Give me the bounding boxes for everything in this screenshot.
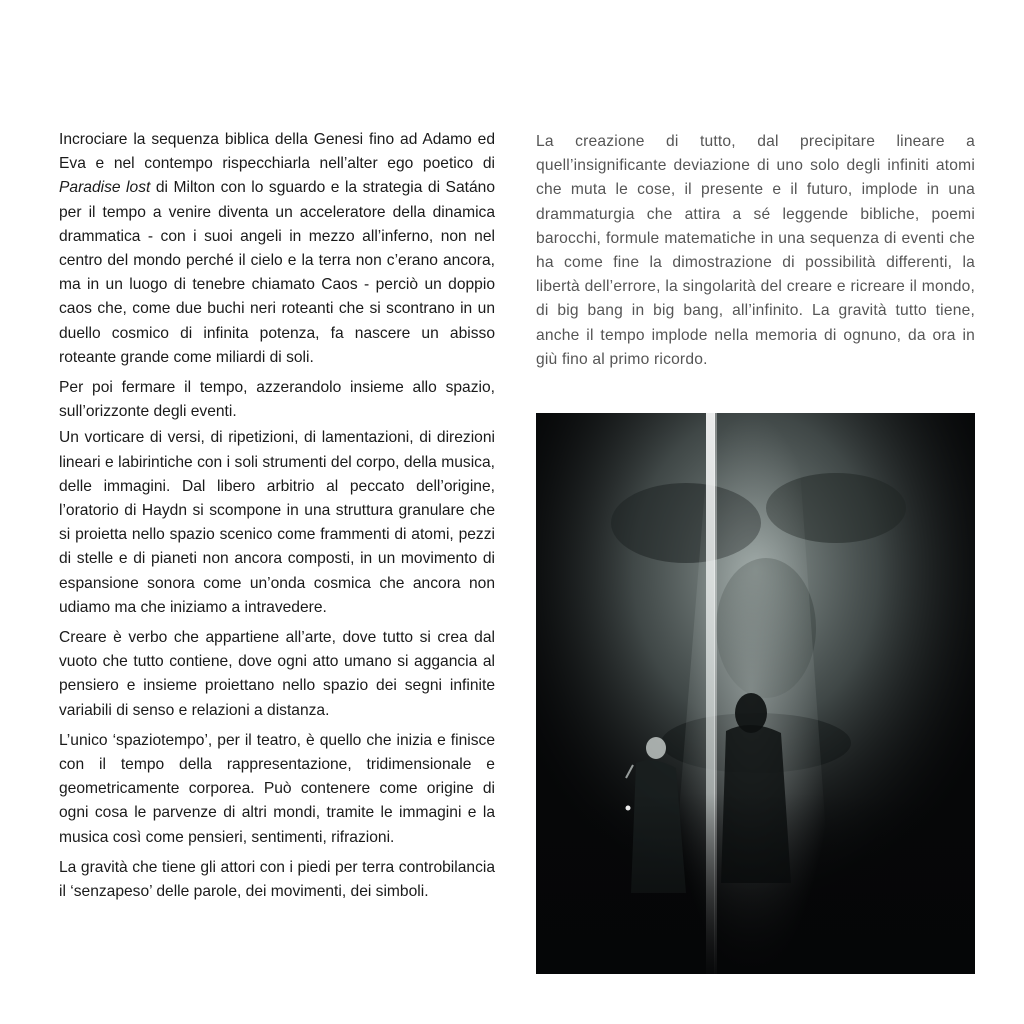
paragraph-gravita: La gravità che tiene gli attori con i piedi per terra controbilancia il ‘senzapeso’ delle parole, dei movimenti, dei simboli. bbox=[59, 858, 495, 901]
paragraph-genesis-intro: Incrociare la sequenza biblica della Genesi fino ad Adamo ed Eva e nel contempo rispecchiarla nell’alter ego poetico di bbox=[59, 131, 495, 173]
paragraph-stop-time: Per poi fermare il tempo, azzerandolo insieme allo spazio, sull’orizzonte degli eventi. bbox=[59, 379, 495, 421]
left-text-column bbox=[59, 128, 495, 910]
paragraph-vorticare: Un vorticare di versi, di ripetizioni, di lamentazioni, di direzioni lineari e labirintiche con i soli strumenti del corpo, della musica, delle immagini. Dal libero arbitrio al peccato dell’origine, l’oratorio di Haydn si scompone in una struttura granulare che si proietta nello spazio scenico come frammenti di atomi, pezzi di stelle e di pianeti non ancora composti, in un movimento di espansione sonora come un’onda cosmica che ancora non udiamo ma che iniziamo a intravedere. bbox=[59, 429, 495, 616]
stage-photo-image bbox=[536, 413, 975, 974]
paragraph-creazione: La creazione di tutto, dal precipitare lineare a quell’insignificante deviazione di uno solo degli infiniti atomi che muta le cose, il presente e il futuro, implode in una drammaturgia che attira a sé leggende bibliche, poemi barocchi, formule matematiche in una sequenza di eventi che ha come fine la dimostrazione di possibilità differenti, la libertà dell’errore, la singolarità del creare e ricreare il mondo, di big bang in big bang, all’infinito. La gravità tutto tiene, anche il tempo implode nella memoria di ognuno, da ora in giù fino al primo ricordo. bbox=[536, 133, 975, 368]
paragraph-genesis bbox=[59, 128, 495, 370]
paragraph-genesis-rest: di Milton con lo sguardo e la strategia di Satáno per il tempo a venire diventa un acceleratore della dinamica drammatica - con i suoi angeli in mezzo all’inferno, non nel centro del mondo perché il cielo e la terra non c’erano ancora, ma in un luogo di tenebre chiamato Caos - perciò un doppio caos che, come due buchi neri roteanti che si scontrano in un duello cosmico di infinita potenza, fa nascere un abisso roteante grande come miliardi di soli. bbox=[59, 179, 495, 366]
paragraph-creare: Creare è verbo che appartiene all’arte, dove tutto si crea dal vuoto che tutto contiene, dove ogni atto umano si aggancia al pensiero e insieme proiettano nello spazio dei segni infinite variabili di senso e relazioni a distanza. bbox=[59, 629, 495, 719]
paradise-lost-title: Paradise lost bbox=[59, 179, 151, 197]
right-text-column bbox=[536, 130, 975, 384]
stage-photo bbox=[536, 413, 975, 974]
paragraph-spaziotempo: L’unico ‘spaziotempo’, per il teatro, è quello che inizia e finisce con il tempo della rappresentazione, tridimensionale e geometricamente corporea. Può contenere come origine di ogni cosa le parvenze di altri mondi, tramite le immagini e la musica così come pensieri, sentimenti, rifrazioni. bbox=[59, 731, 495, 846]
